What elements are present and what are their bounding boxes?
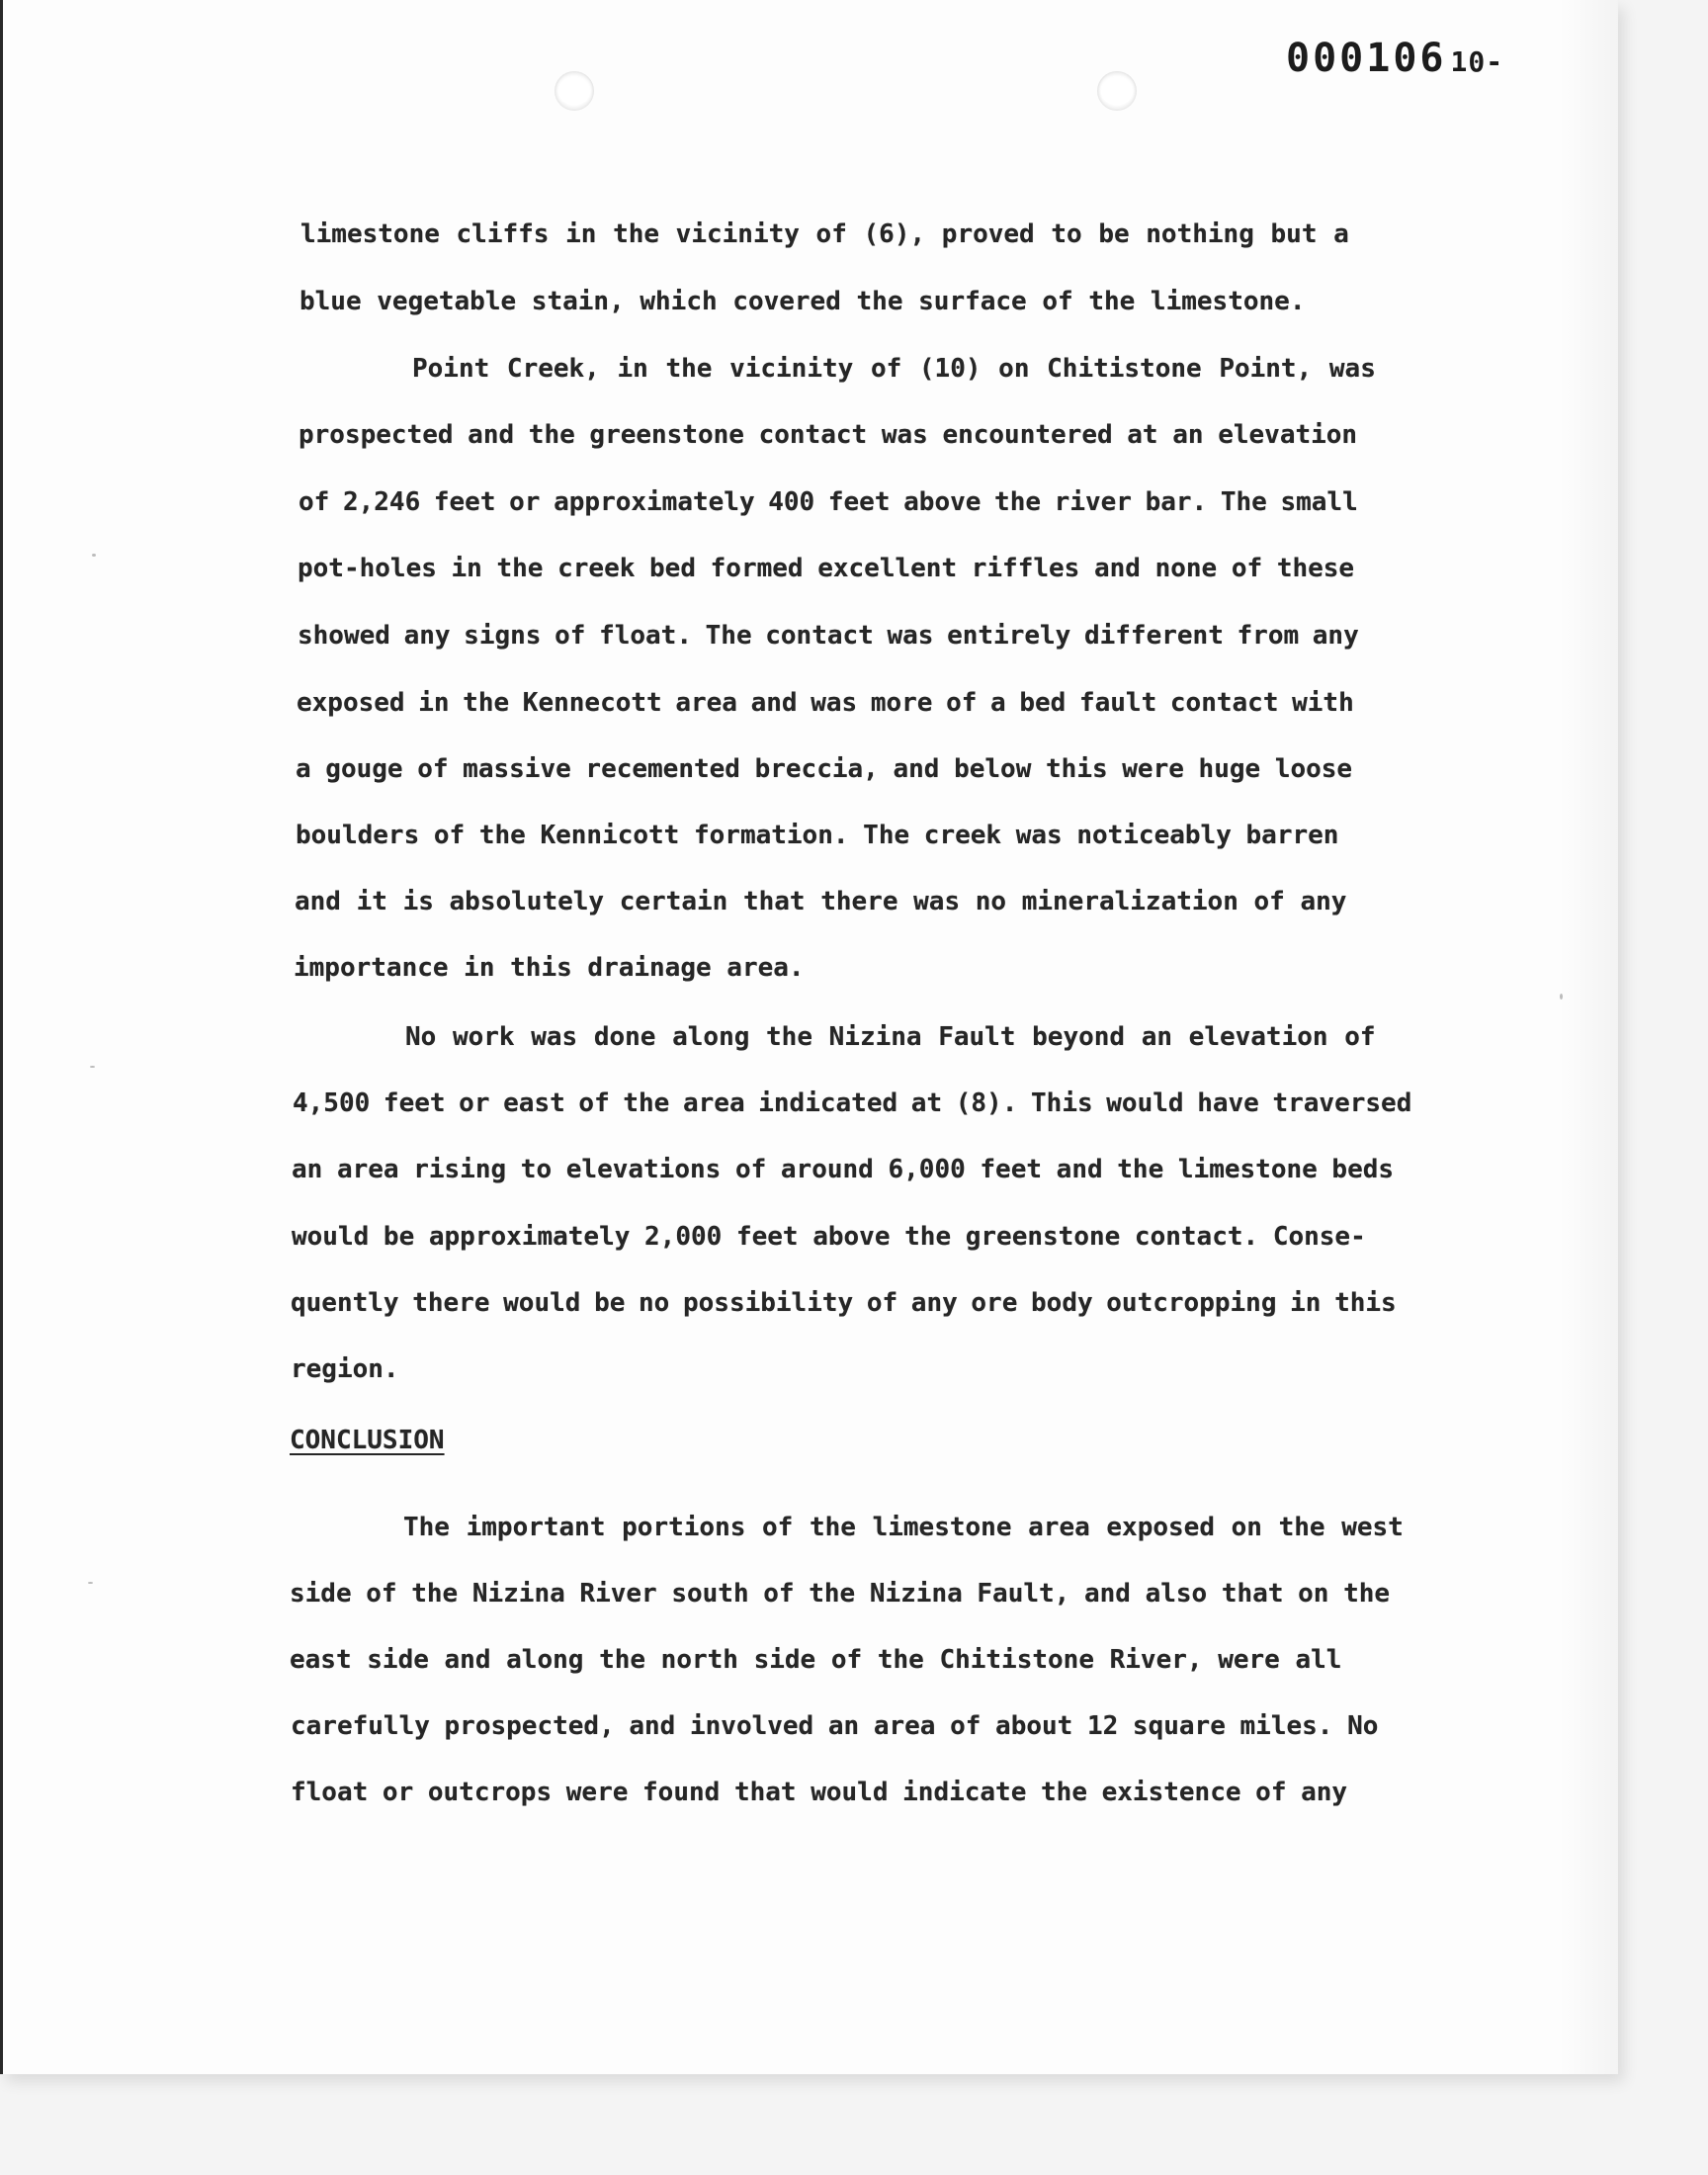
text-line: east side and along the north side of the Chitistone River, were all	[290, 1645, 1342, 1675]
text-line: 4,500 feet or east of the area indicated at (8). This would have traversed	[293, 1088, 1412, 1118]
text-line: showed any signs of float. The contact was entirely different from any	[298, 621, 1359, 651]
text-line: carefully prospected, and involved an area of about 12 square miles. No	[291, 1711, 1379, 1741]
text-line: and it is absolutely certain that there was no mineralization of any	[295, 887, 1347, 916]
text-line: a gouge of massive recemented breccia, and below this were huge loose	[296, 754, 1353, 784]
punch-hole-left	[555, 71, 594, 111]
text-line: float or outcrops were found that would indicate the existence of any	[291, 1778, 1348, 1807]
text-line: would be approximately 2,000 feet above the greenstone contact. Conse-	[292, 1222, 1366, 1252]
text-line: limestone cliffs in the vicinity of (6), proved to be nothing but a	[300, 219, 1349, 249]
page-number	[1286, 36, 1503, 81]
page-stamp-number: 000106	[1286, 36, 1447, 81]
text-line: of 2,246 feet or approximately 400 feet above the river bar. The small	[299, 487, 1358, 517]
paragraph-first-line: No work was done along the Nizina Fault beyond an elevation of	[405, 1022, 1376, 1052]
text-line: region.	[291, 1354, 399, 1384]
text-line: side of the Nizina River south of the Nizina Fault, and also that on the	[290, 1579, 1391, 1609]
paper-speck	[92, 554, 96, 557]
paragraph-first-line: The important portions of the limestone area exposed on the west	[403, 1513, 1404, 1542]
paragraph-first-line: Point Creek, in the vicinity of (10) on Chitistone Point, was	[412, 354, 1376, 384]
page-number-dash: -	[1486, 45, 1504, 78]
text-line: importance in this drainage area.	[294, 953, 805, 983]
paper-speck	[90, 1066, 95, 1068]
text-line: an area rising to elevations of around 6,000 feet and the limestone beds	[292, 1155, 1395, 1184]
text-line: exposed in the Kennecott area and was more of a bed fault contact with	[297, 688, 1354, 718]
punch-hole-right	[1097, 71, 1137, 111]
page-sub-number: 10	[1450, 45, 1487, 78]
section-heading-conclusion: CONCLUSION	[290, 1426, 445, 1455]
paper-speck	[88, 1582, 93, 1584]
text-line: boulders of the Kennicott formation. The creek was noticeably barren	[296, 821, 1339, 850]
text-line: prospected and the greenstone contact was encountered at an elevation	[299, 420, 1358, 450]
text-line: quently there would be no possibility of any ore body outcropping in this	[291, 1288, 1397, 1318]
text-line: pot-holes in the creek bed formed excellent riffles and none of these	[298, 554, 1355, 583]
text-line: blue vegetable stain, which covered the surface of the limestone.	[299, 287, 1306, 316]
paper-speck	[1560, 994, 1563, 1000]
